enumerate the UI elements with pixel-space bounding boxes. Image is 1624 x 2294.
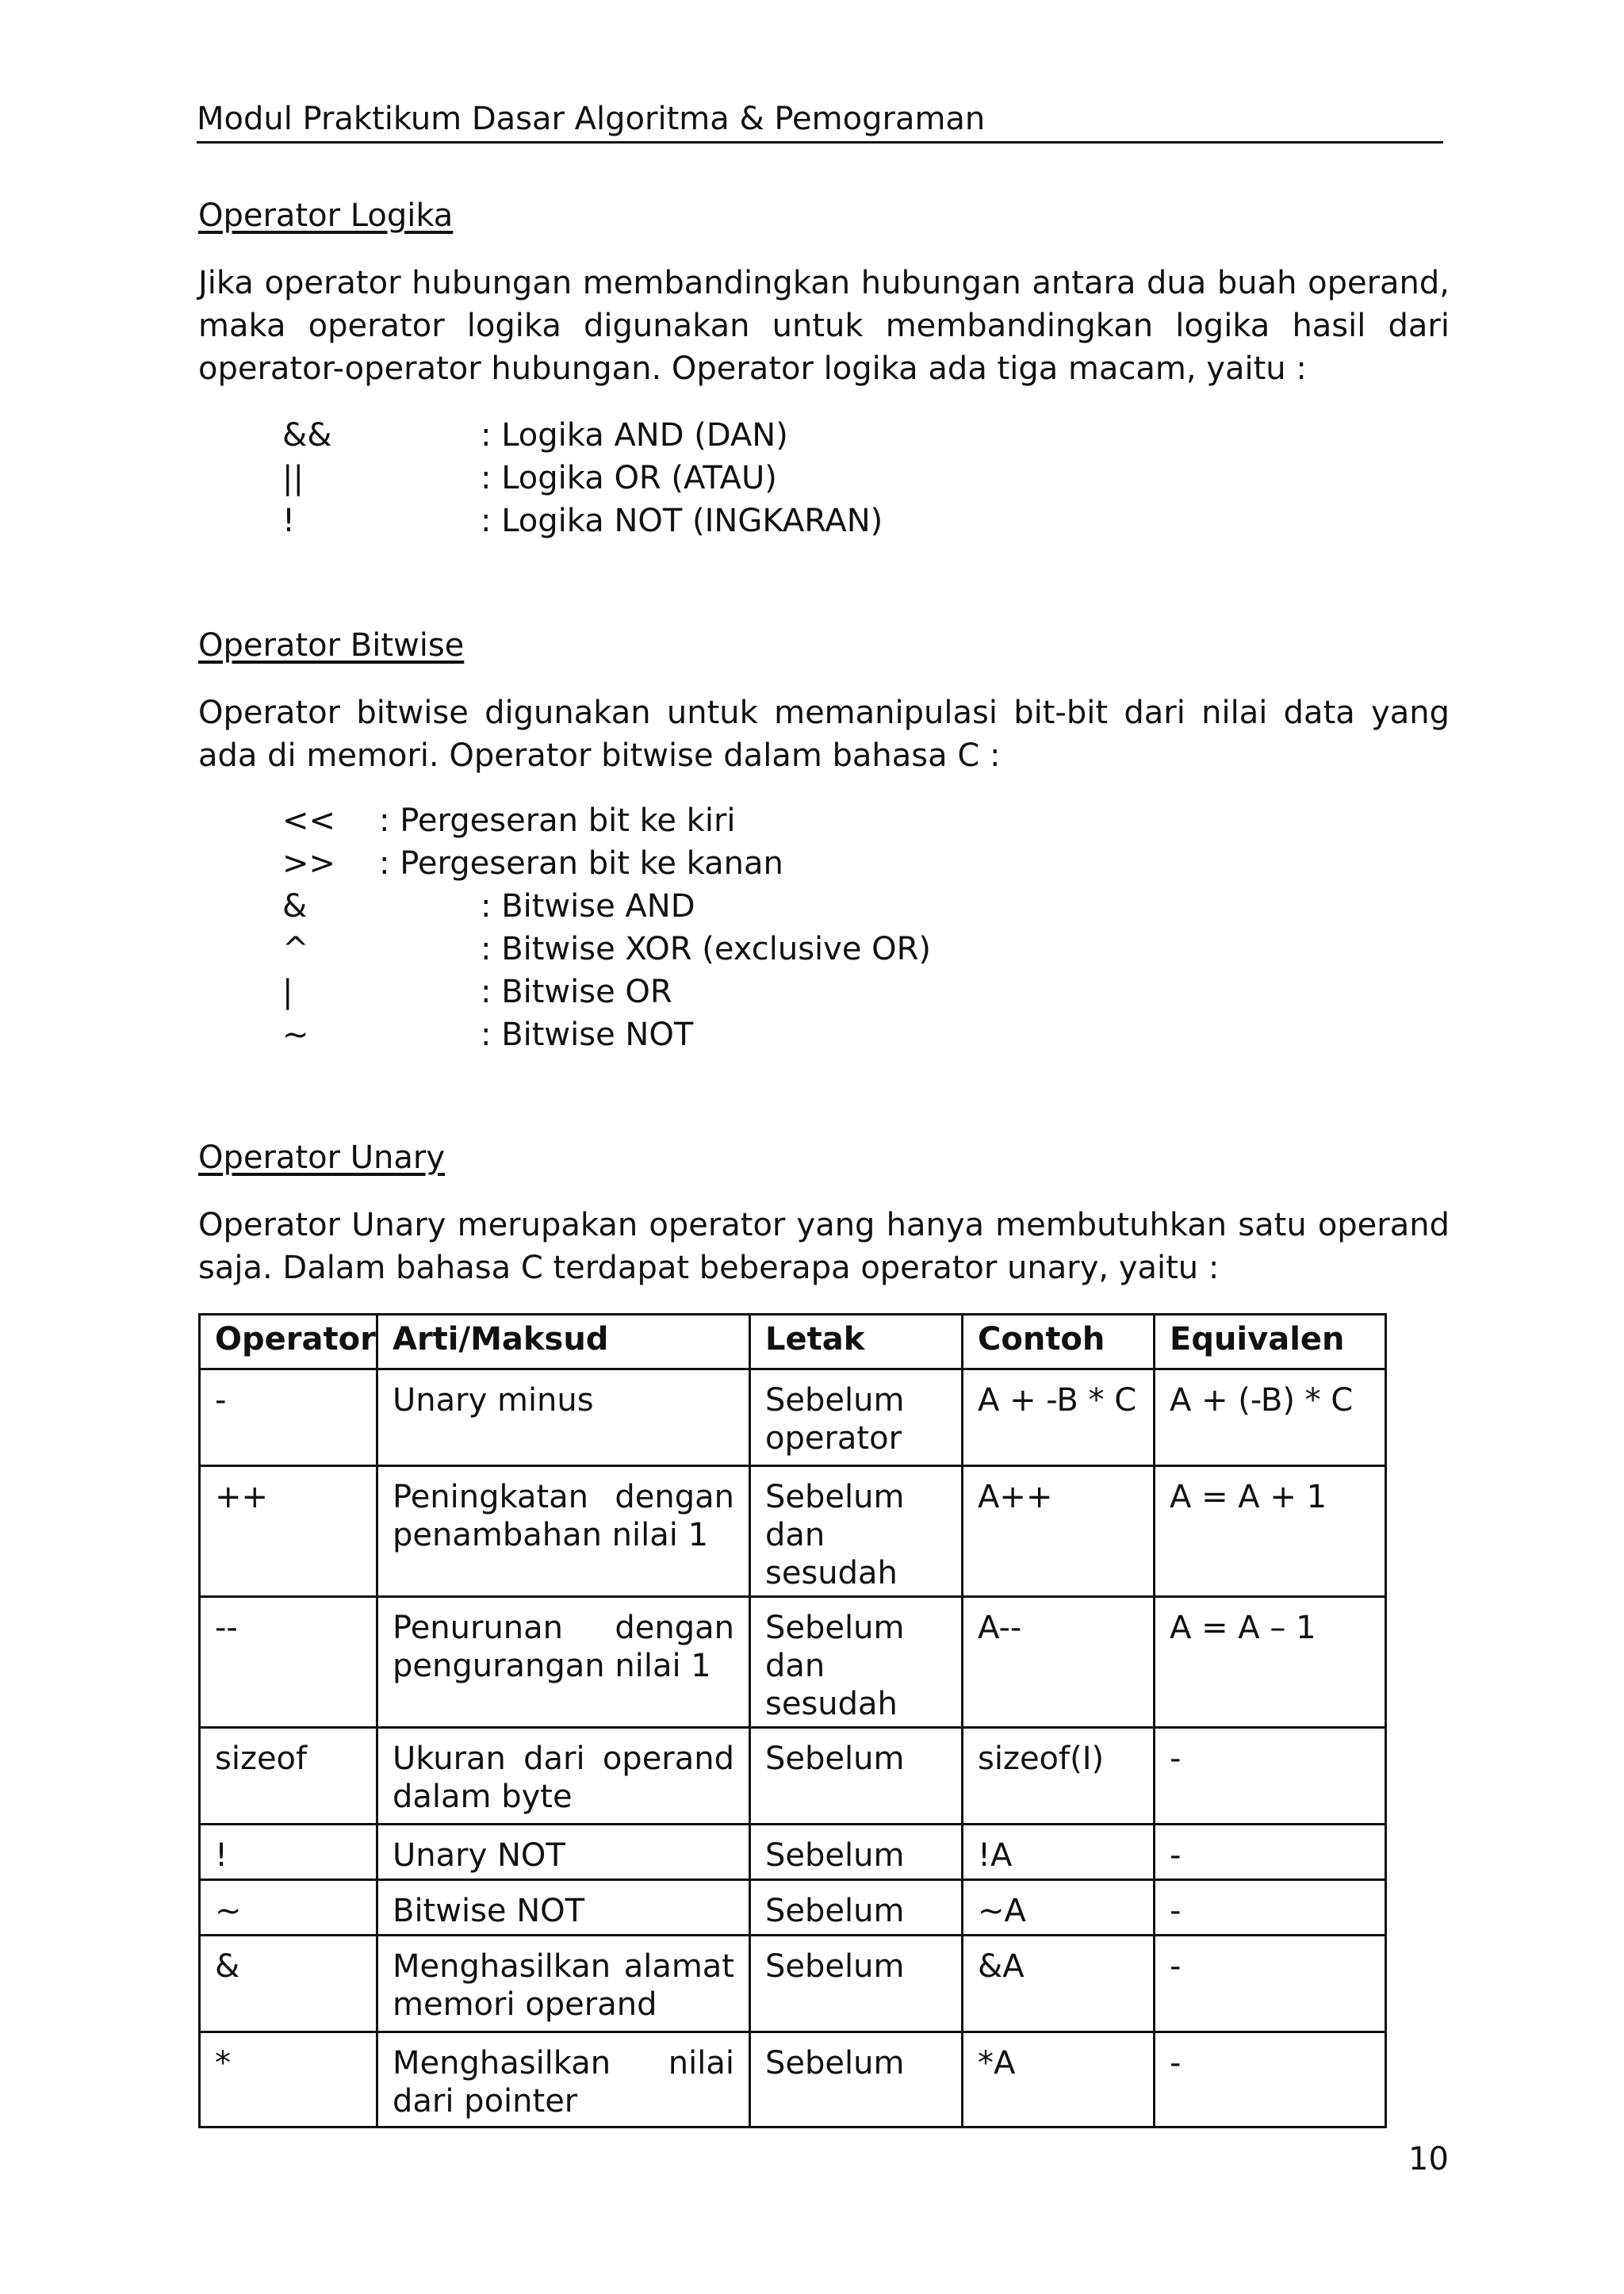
- operator-description: : Bitwise NOT: [481, 1017, 694, 1053]
- table-row: [200, 1825, 1386, 1880]
- table-cell: sizeof: [200, 1728, 377, 1825]
- unary-operator-table: [198, 1313, 1387, 2128]
- table-cell: *: [200, 2032, 377, 2127]
- table-cell: A--: [963, 1597, 1155, 1728]
- column-header: Contoh: [963, 1315, 1155, 1369]
- operator-symbol: ^: [282, 931, 309, 967]
- table-cell: Menghasilkan alamat memori operand: [377, 1936, 750, 2032]
- table-cell: Unary NOT: [377, 1825, 750, 1880]
- table-cell: ++: [200, 1466, 377, 1597]
- operator-symbol: &: [282, 888, 308, 925]
- table-cell: Unary minus: [377, 1369, 750, 1466]
- table-cell: Sebelum: [750, 1825, 963, 1880]
- operator-description: : Logika OR (ATAU): [481, 460, 777, 496]
- table-cell: A = A + 1: [1155, 1466, 1386, 1597]
- operator-description: : Bitwise OR: [481, 974, 672, 1010]
- table-cell: Sebelum: [750, 2032, 963, 2127]
- table-cell: A = A – 1: [1155, 1597, 1386, 1728]
- page-number: 10: [1408, 2141, 1449, 2177]
- operator-description: : Bitwise AND: [481, 888, 695, 925]
- table-row: [200, 1880, 1386, 1936]
- table-cell: -: [1155, 1728, 1386, 1825]
- table-row: [200, 2032, 1386, 2127]
- column-header: Operator: [200, 1315, 377, 1369]
- heading-operator-logika: Operator Logika: [198, 197, 454, 234]
- table-cell: *A: [963, 2032, 1155, 2127]
- table-cell: A++: [963, 1466, 1155, 1597]
- table-cell: -: [1155, 1936, 1386, 2032]
- table-cell: Menghasilkan nilai dari pointer: [377, 2032, 750, 2127]
- operator-description: : Logika AND (DAN): [481, 417, 788, 454]
- header-title: Modul Praktikum Dasar Algoritma & Pemograman: [197, 101, 986, 137]
- page-header: [197, 94, 1443, 144]
- table-cell: Peningkatan dengan penambahan nilai 1: [377, 1466, 750, 1597]
- table-row: [200, 1369, 1386, 1466]
- table-row: [200, 1466, 1386, 1597]
- table-cell: !: [200, 1825, 377, 1880]
- operator-symbol: ||: [282, 460, 304, 496]
- heading-operator-unary: Operator Unary: [198, 1139, 446, 1176]
- column-header: Letak: [750, 1315, 963, 1369]
- table-cell: Penurunan dengan pengurangan nilai 1: [377, 1597, 750, 1728]
- paragraph-operator-unary: Operator Unary merupakan operator yang hanya membutuhkan satu operand saja. Dalam bahasa C terdapat beberapa operator unary, yaitu :: [198, 1207, 1450, 1286]
- operator-description: : Pergeseran bit ke kiri: [379, 802, 736, 839]
- operator-symbol: &&: [282, 417, 332, 454]
- table-cell: sizeof(I): [963, 1728, 1155, 1825]
- table-row: [200, 1728, 1386, 1825]
- operator-description: : Bitwise XOR (exclusive OR): [481, 931, 932, 967]
- table-cell: -: [1155, 2032, 1386, 2127]
- operator-symbol: ~: [282, 1017, 309, 1053]
- table-cell: Ukuran dari operand dalam byte: [377, 1728, 750, 1825]
- table-cell: Sebelum: [750, 1880, 963, 1936]
- table-cell: A + -B * C: [963, 1369, 1155, 1466]
- table-cell: Sebelum operator: [750, 1369, 963, 1466]
- paragraph-operator-logika: Jika operator hubungan membandingkan hubungan antara dua buah operand, maka operator logika digunakan untuk membandingkan logika hasil dari operator-operator hubungan. Operator logika ada tiga macam, yaitu :: [198, 265, 1450, 387]
- table-cell: ~A: [963, 1880, 1155, 1936]
- table-cell: !A: [963, 1825, 1155, 1880]
- table-cell: &A: [963, 1936, 1155, 2032]
- operator-symbol: <<: [282, 802, 336, 839]
- table-cell: Sebelum dan sesudah: [750, 1597, 963, 1728]
- paragraph-operator-bitwise: Operator bitwise digunakan untuk memanipulasi bit-bit dari nilai data yang ada di memori. Operator bitwise dalam bahasa C :: [198, 695, 1450, 774]
- table-cell: Bitwise NOT: [377, 1880, 750, 1936]
- column-header: Equivalen: [1155, 1315, 1386, 1369]
- table-row: [200, 1936, 1386, 2032]
- table-cell: -: [1155, 1825, 1386, 1880]
- column-header: Arti/Maksud: [377, 1315, 750, 1369]
- operator-description: : Pergeseran bit ke kanan: [379, 845, 783, 882]
- operator-description: : Logika NOT (INGKARAN): [481, 503, 883, 539]
- table-cell: Sebelum: [750, 1936, 963, 2032]
- table-cell: -: [1155, 1880, 1386, 1936]
- operator-symbol: !: [282, 503, 296, 539]
- table-cell: ~: [200, 1880, 377, 1936]
- table-cell: Sebelum: [750, 1728, 963, 1825]
- table-cell: --: [200, 1597, 377, 1728]
- table-cell: &: [200, 1936, 377, 2032]
- operator-symbol: |: [282, 974, 293, 1010]
- table-header-row: [200, 1315, 1386, 1369]
- table-cell: A + (-B) * C: [1155, 1369, 1386, 1466]
- table-row: [200, 1597, 1386, 1728]
- heading-operator-bitwise: Operator Bitwise: [198, 627, 465, 664]
- table-cell: Sebelum dan sesudah: [750, 1466, 963, 1597]
- operator-symbol: >>: [282, 845, 336, 882]
- table-cell: -: [200, 1369, 377, 1466]
